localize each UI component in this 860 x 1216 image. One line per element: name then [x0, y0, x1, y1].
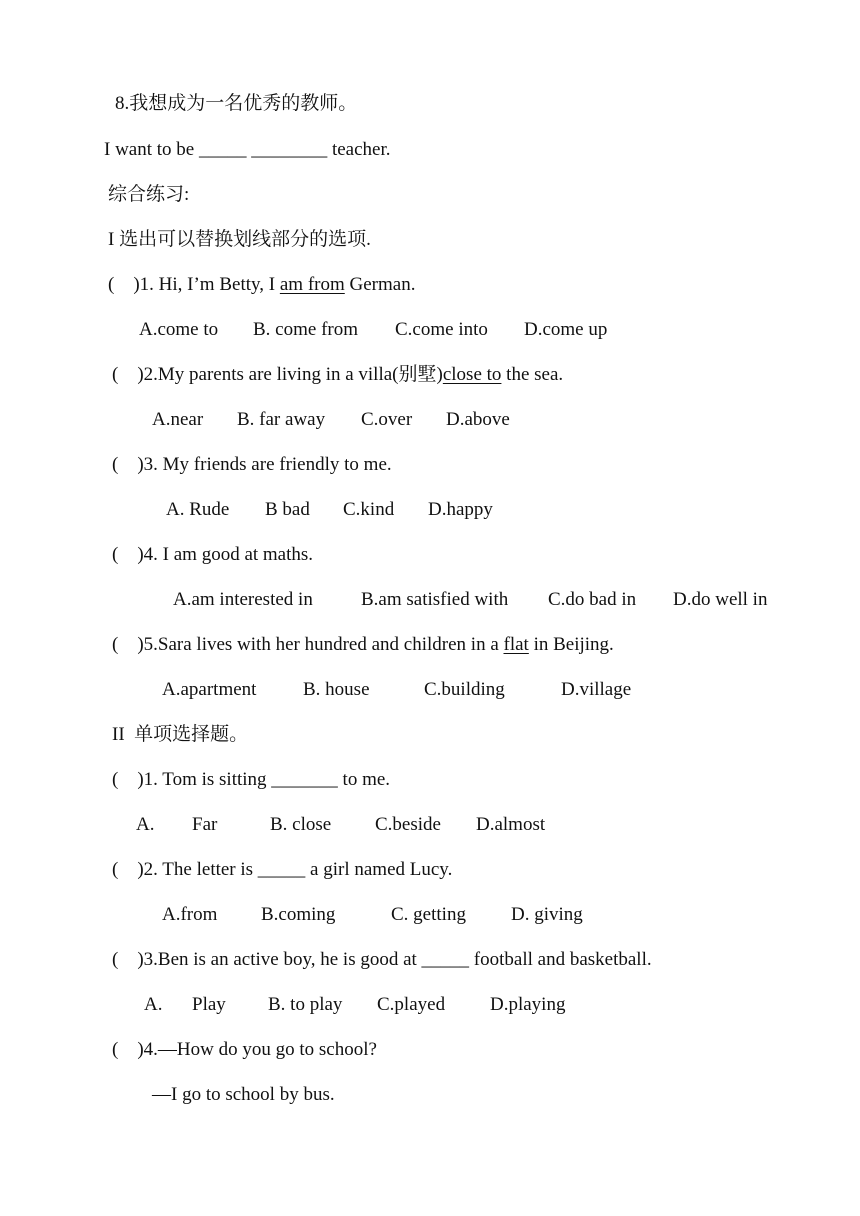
part2-q4-answer: —I go to school by bus. [152, 1084, 335, 1105]
option-b: B. to play [268, 994, 343, 1015]
part2-question-4: ( )4.—How do you go to school? [112, 1039, 377, 1060]
option-b: B. come from [253, 319, 359, 340]
option-a: Far [192, 814, 218, 835]
part2-question-1: ( )1. Tom is sitting _______ to me. [112, 769, 391, 790]
part1-question-3: ( )3. My friends are friendly to me. [112, 454, 392, 475]
option-a: A.near [152, 409, 204, 430]
part1-question-1: ( )1. Hi, I’m Betty, I am from German. [108, 274, 416, 295]
option-b: B. close [270, 814, 332, 835]
underlined-phrase: flat [503, 634, 529, 655]
q8-chinese: 8.我想成为一名优秀的教师。 [115, 93, 358, 114]
option-b: B. house [303, 679, 370, 700]
q8-english: I want to be _____ ________ teacher. [104, 139, 391, 160]
part1-question-5: ( )5.Sara lives with her hundred and children in a flat in Beijing. [112, 634, 614, 655]
option-d: D.come up [524, 319, 608, 340]
option-b: B bad [265, 499, 310, 520]
underlined-phrase: close to [442, 364, 502, 385]
option-b: B.am satisfied with [361, 589, 509, 610]
option-a: Play [192, 994, 226, 1015]
option-c: C.kind [343, 499, 395, 520]
option-b: B. far away [237, 409, 326, 430]
option-d: D. giving [511, 904, 583, 925]
option-c: C.played [377, 994, 446, 1015]
option-a: A.apartment [162, 679, 257, 700]
option-c: C. getting [391, 904, 466, 925]
underlined-phrase: am from [279, 274, 345, 295]
option-c: C.beside [375, 814, 441, 835]
part2-question-2: ( )2. The letter is _____ a girl named Lucy. [112, 859, 453, 880]
option-a: A. Rude [166, 499, 230, 520]
part2-heading: II 单项选择题。 [112, 724, 249, 745]
option-d: D.do well in [673, 589, 768, 610]
option-d: D.happy [428, 499, 493, 520]
option-c: C.come into [395, 319, 488, 340]
option-c: C.do bad in [548, 589, 637, 610]
section-title: 综合练习: [108, 184, 190, 205]
option-a-letter: A. [136, 814, 155, 835]
option-c: C.building [424, 679, 505, 700]
part1-question-4: ( )4. I am good at maths. [112, 544, 314, 565]
option-c: C.over [361, 409, 413, 430]
part1-heading: I 选出可以替换划线部分的选项. [108, 229, 371, 250]
part1-question-2: ( )2.My parents are living in a villa(别墅)close to the sea. [112, 364, 564, 385]
option-b: B.coming [261, 904, 336, 925]
option-a-letter: A. [144, 994, 163, 1015]
option-d: D.almost [476, 814, 546, 835]
option-d: D.playing [490, 994, 566, 1015]
part2-question-3: ( )3.Ben is an active boy, he is good at _____ football and basketball. [112, 949, 652, 970]
option-d: D.village [561, 679, 632, 700]
option-a: A.from [162, 904, 218, 925]
option-a: A.am interested in [173, 589, 313, 610]
option-a: A.come to [139, 319, 219, 340]
option-d: D.above [446, 409, 510, 430]
